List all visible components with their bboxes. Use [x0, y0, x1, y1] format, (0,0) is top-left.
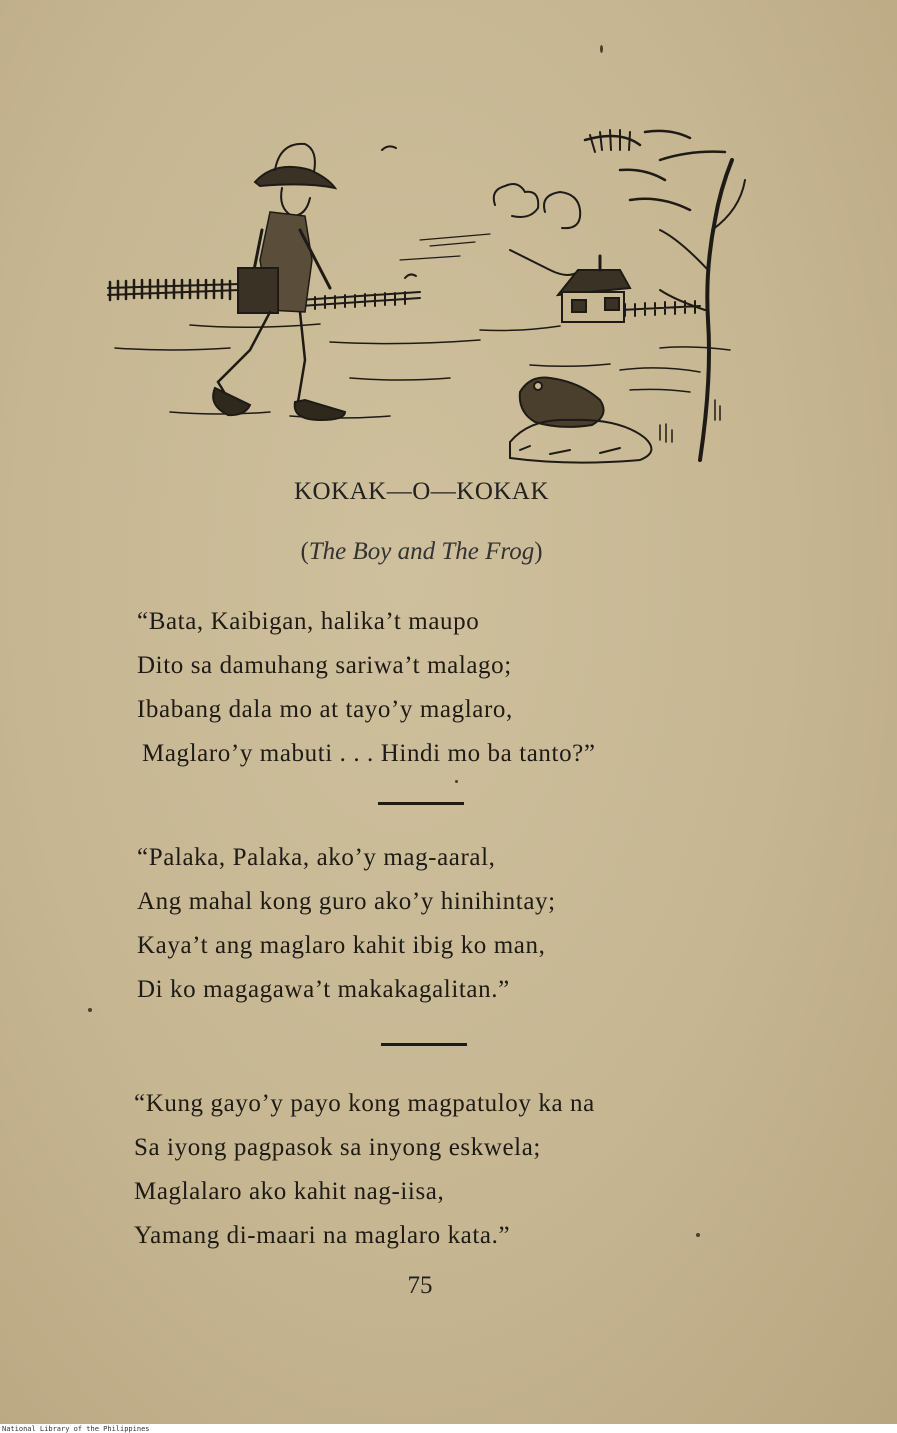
- verse-line: Maglaro’y mabuti . . . Hindi mo ba tanto?”: [142, 740, 596, 767]
- stanza-3: [134, 1082, 595, 1258]
- footer-credit: National Library of the Philippines: [2, 1425, 150, 1433]
- verse-line: Ibabang dala mo at tayo’y maglaro,: [137, 696, 513, 723]
- verse-line: “Palaka, Palaka, ako’y mag-aaral,: [137, 844, 496, 871]
- boy-and-frog-illustration: [100, 120, 750, 465]
- verse-line: “Kung gayo’y payo kong magpatuloy ka na: [134, 1090, 595, 1117]
- verse-line: Di ko magagawa’t makakagalitan.”: [137, 976, 510, 1003]
- poem-subtitle: (The Boy and The Frog): [300, 538, 543, 565]
- verse-line: Maglalaro ako kahit nag-iisa,: [134, 1178, 445, 1205]
- paper-speck: [88, 1008, 92, 1012]
- stanza-divider: [378, 802, 464, 805]
- poem-title: KOKAK—O—KOKAK: [293, 478, 550, 505]
- verse-line: Sa iyong pagpasok sa inyong eskwela;: [134, 1134, 541, 1161]
- poem-subtitle-text: The Boy and The Frog: [308, 538, 535, 565]
- paper-speck: [696, 1233, 700, 1237]
- stanza-divider: [381, 1043, 467, 1046]
- page-number: 75: [407, 1272, 433, 1299]
- verse-line: “Bata, Kaibigan, halika’t maupo: [137, 608, 480, 635]
- verse-line: Dito sa damuhang sariwa’t malago;: [137, 652, 512, 679]
- paper-speck: [600, 45, 603, 53]
- stanza-1: [137, 600, 596, 776]
- verse-line: Ang mahal kong guro ako’y hinihintay;: [137, 888, 556, 915]
- stanza-2: [137, 836, 556, 1012]
- verse-line: Kaya’t ang maglaro kahit ibig ko man,: [137, 932, 546, 959]
- verse-line: Yamang di-maari na maglaro kata.”: [134, 1222, 511, 1249]
- paper-speck: [455, 780, 458, 783]
